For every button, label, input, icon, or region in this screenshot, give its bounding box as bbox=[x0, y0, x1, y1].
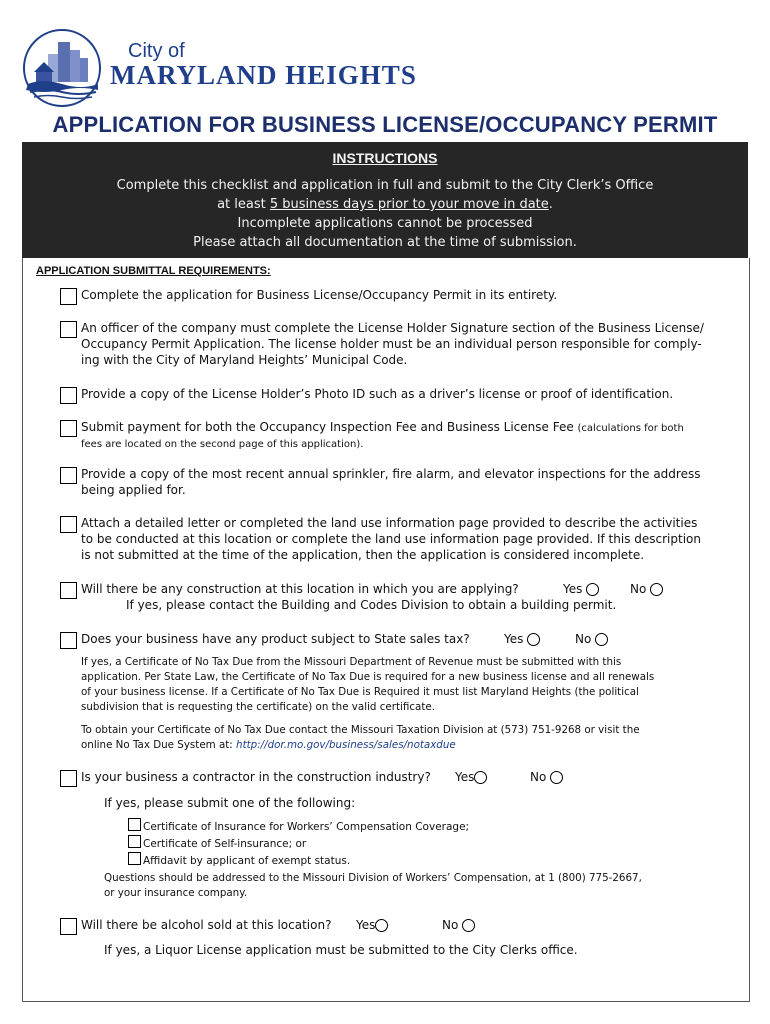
item-text: Attach a detailed letter or completed the land use information page provided to describe the activities bbox=[81, 516, 698, 530]
alcohol-note: If yes, a Liquor License application must be submitted to the City Clerks office. bbox=[104, 943, 578, 957]
yes-radio[interactable] bbox=[527, 633, 540, 646]
checklist-item-alcohol bbox=[60, 917, 732, 933]
tax-contact-line: To obtain your Certificate of No Tax Due contact the Missouri Taxation Division at (573) 751-9268 or visit the bbox=[81, 724, 640, 736]
checklist-item-complete-application bbox=[60, 287, 732, 303]
contractor-option bbox=[128, 852, 469, 869]
item-note: fees are located on the second page of this application). bbox=[81, 439, 364, 450]
no-label: No bbox=[442, 918, 459, 932]
instructions-heading: INSTRUCTIONS bbox=[332, 150, 438, 166]
no-radio[interactable] bbox=[462, 919, 475, 932]
instructions-text: . bbox=[548, 197, 553, 212]
tax-yes-option bbox=[504, 632, 540, 647]
checklist-item-land-use-letter bbox=[60, 515, 732, 563]
checklist-item-contractor bbox=[60, 769, 732, 785]
contractor-yes-option bbox=[455, 770, 487, 785]
item-text: to be conducted at this location or complete the land use information page provided. If this description bbox=[81, 532, 701, 546]
question-text: Will there be any construction at this location in which you are applying? bbox=[81, 582, 519, 596]
instructions-line: Incomplete applications cannot be processed bbox=[237, 216, 533, 231]
no-radio[interactable] bbox=[595, 633, 608, 646]
option-text: Certificate of Insurance for Workers’ Compensation Coverage; bbox=[143, 821, 470, 833]
checklist-item-inspections bbox=[60, 466, 732, 498]
instructions-text: at least bbox=[217, 197, 270, 212]
checkbox[interactable] bbox=[128, 852, 141, 865]
option-text: Affidavit by applicant of exempt status. bbox=[143, 855, 351, 867]
question-text: Does your business have any product subject to State sales tax? bbox=[81, 632, 470, 646]
tax-contact bbox=[81, 723, 640, 753]
checkbox[interactable] bbox=[60, 387, 77, 404]
checklist-item-photo-id bbox=[60, 386, 732, 402]
checklist-item-sales-tax bbox=[60, 631, 732, 647]
contractor-option bbox=[128, 818, 469, 835]
construction-yes-option bbox=[563, 582, 599, 597]
instructions-line bbox=[22, 197, 748, 213]
question-text: Will there be alcohol sold at this location? bbox=[81, 918, 332, 932]
item-text: ing with the City of Maryland Heights’ Municipal Code. bbox=[81, 353, 408, 367]
item-text: being applied for. bbox=[81, 483, 186, 497]
tax-note-line: subdivision that is requesting the certificate) on the valid certificate. bbox=[81, 701, 435, 713]
no-radio[interactable] bbox=[550, 771, 563, 784]
alcohol-yes-option bbox=[356, 918, 388, 933]
instructions-line: Please attach all documentation at the time of submission. bbox=[193, 235, 577, 250]
yes-radio[interactable] bbox=[586, 583, 599, 596]
checkbox[interactable] bbox=[60, 582, 77, 599]
item-text: Complete the application for Business License/Occupancy Permit in its entirety. bbox=[81, 288, 558, 302]
option-text: Certificate of Self-insurance; or bbox=[143, 838, 307, 850]
yes-radio[interactable] bbox=[375, 919, 388, 932]
page-title: APPLICATION FOR BUSINESS LICENSE/OCCUPANCY PERMIT bbox=[52, 112, 718, 137]
checkbox[interactable] bbox=[128, 818, 141, 831]
contractor-no-option bbox=[530, 770, 563, 785]
question-text: Is your business a contractor in the construction industry? bbox=[81, 770, 431, 784]
alcohol-no-option bbox=[442, 918, 475, 933]
item-text: Submit payment for both the Occupancy Inspection Fee and Business License Fee bbox=[81, 420, 574, 434]
checkbox[interactable] bbox=[128, 835, 141, 848]
yes-label: Yes bbox=[356, 918, 376, 932]
item-text: Occupancy Permit Application. The license holder must be an individual person responsible for comply- bbox=[81, 337, 702, 351]
contractor-options bbox=[128, 818, 469, 869]
tax-no-option bbox=[575, 632, 608, 647]
no-label: No bbox=[530, 770, 547, 784]
contractor-note: If yes, please submit one of the following: bbox=[104, 796, 356, 810]
tax-contact-line bbox=[81, 738, 640, 753]
checklist-item-payment bbox=[60, 419, 732, 453]
yes-label: Yes bbox=[455, 770, 475, 784]
city-logo bbox=[22, 28, 102, 108]
no-radio[interactable] bbox=[650, 583, 663, 596]
tax-note bbox=[81, 655, 654, 715]
construction-note: If yes, please contact the Building and Codes Division to obtain a building permit. bbox=[126, 598, 617, 612]
deadline-text: 5 business days prior to your move in date bbox=[269, 197, 549, 212]
tax-note-line: of your business license. If a Certificate of No Tax Due is Required it must list Maryland Heights (the political bbox=[81, 686, 639, 698]
item-text: Provide a copy of the License Holder’s Photo ID such as a driver’s license or proof of identification. bbox=[81, 387, 674, 401]
contractor-option bbox=[128, 835, 469, 852]
workers-comp-note bbox=[104, 871, 642, 901]
item-text: Provide a copy of the most recent annual sprinkler, fire alarm, and elevator inspections for the address bbox=[81, 467, 701, 481]
checkbox[interactable] bbox=[60, 632, 77, 649]
yes-label: Yes bbox=[504, 632, 524, 646]
checkbox[interactable] bbox=[60, 288, 77, 305]
item-text bbox=[81, 419, 732, 437]
checklist-item-officer-signature bbox=[60, 320, 732, 368]
yes-label: Yes bbox=[563, 582, 583, 596]
wc-note-line: Questions should be addressed to the Missouri Division of Workers’ Compensation, at 1 (800) 775-2667, bbox=[104, 872, 642, 884]
checkbox[interactable] bbox=[60, 918, 77, 935]
tax-contact-text: online No Tax Due System at: bbox=[81, 739, 237, 751]
yes-radio[interactable] bbox=[474, 771, 487, 784]
checkbox[interactable] bbox=[60, 467, 77, 484]
no-tax-due-link[interactable]: http://dor.mo.gov/business/sales/notaxdue bbox=[236, 739, 456, 751]
item-text: is not submitted at the time of the application, then the application is considered incomplete. bbox=[81, 548, 645, 562]
checkbox[interactable] bbox=[60, 770, 77, 787]
item-text: An officer of the company must complete the License Holder Signature section of the Business License/ bbox=[81, 321, 704, 335]
city-of-label: City of bbox=[128, 40, 185, 62]
no-label: No bbox=[630, 582, 647, 596]
no-label: No bbox=[575, 632, 592, 646]
construction-no-option bbox=[630, 582, 663, 597]
wc-note-line: or your insurance company. bbox=[104, 887, 248, 899]
checkbox[interactable] bbox=[60, 516, 77, 533]
city-name: MARYLAND HEIGHTS bbox=[110, 60, 417, 90]
item-note: (calculations for both bbox=[577, 423, 684, 434]
requirements-heading: APPLICATION SUBMITTAL REQUIREMENTS: bbox=[36, 265, 271, 277]
checkbox[interactable] bbox=[60, 321, 77, 338]
instructions-line: Complete this checklist and application in full and submit to the City Clerk’s Office bbox=[116, 178, 654, 193]
tax-note-line: If yes, a Certificate of No Tax Due from the Missouri Department of Revenue must be submitted with this bbox=[81, 656, 622, 668]
instructions-banner bbox=[22, 142, 748, 258]
checkbox[interactable] bbox=[60, 420, 77, 437]
tax-note-line: application. Per State Law, the Certificate of No Tax Due is required for a new business license and all renewals bbox=[81, 671, 655, 683]
